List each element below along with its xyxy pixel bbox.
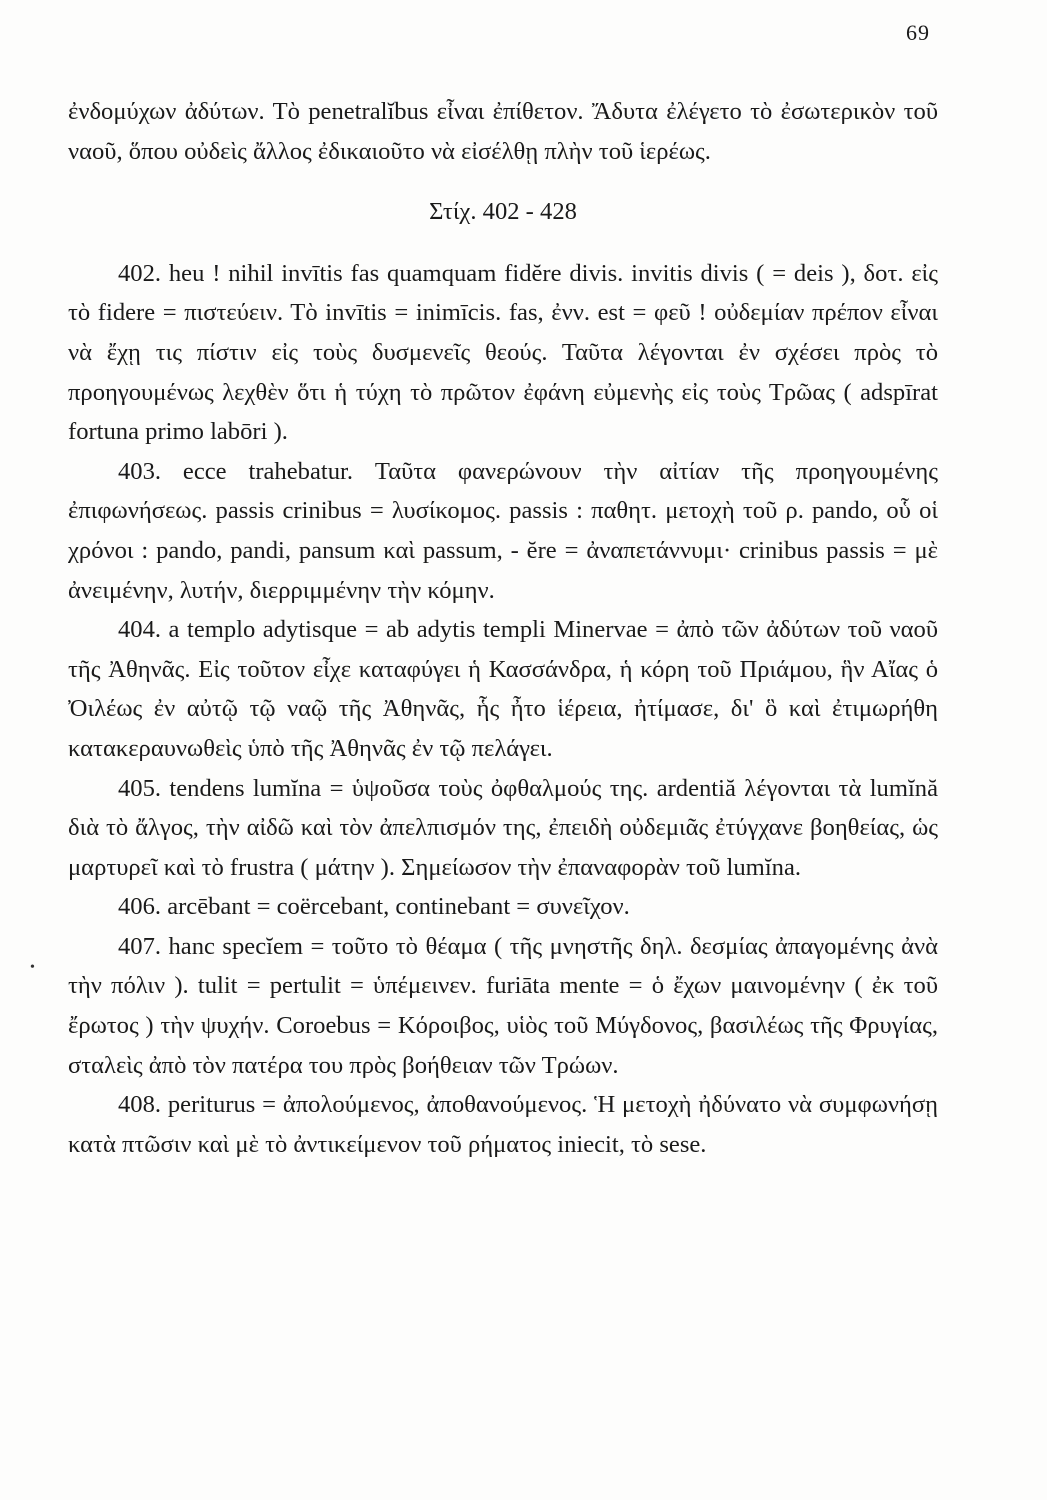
commentary-entry-404: 404. a templo adytisque = ab adytis templi Minervae = ἀπὸ τῶν ἀδύτων τοῦ ναοῦ τῆς Ἀθηνᾶς. Εἰς τοῦτον εἶχε καταφύγει ἡ Κασσάνδρα, ἡ κόρη τοῦ Πριάμου, ἣν Αἴας ὁ Ὀιλέως ἐν αὐτῷ τῷ ναῷ τῆς Ἀθηνᾶς, ἧς ἦτο ἱέρεια, ἠτίμασε, δι' ὃ καὶ ἐτιμωρήθη κατακεραυνωθεὶς ὑπὸ τῆς Ἀθηνᾶς ἐν τῷ πελάγει. bbox=[68, 616, 938, 762]
commentary-entry-403: 403. ecce trahebatur. Ταῦτα φανερώνουν τὴν αἰτίαν τῆς προηγουμένης ἐπιφωνήσεως. passis crinibus = λυσίκομος. passis : παθητ. μετοχὴ τοῦ ρ. pando, οὗ οἱ χρόνοι : pando, pandi, pansum καὶ passum, - ĕre = ἀναπετάννυμι· crinibus passis = μὲ ἀνειμένην, λυτήν, διερριμμένην τὴν κόμην. bbox=[68, 457, 938, 604]
commentary-text bbox=[68, 92, 938, 1164]
margin-mark: • bbox=[30, 960, 35, 975]
section-heading: Στίχ. 402 - 428 bbox=[429, 198, 577, 226]
commentary-entry-406: 406. arcēbant = coërcebant, continebant = συνεῖχον. bbox=[118, 893, 630, 921]
commentary-entry-408: 408. periturus = ἀπολούμενος, ἀποθανούμενος. Ἡ μετοχὴ ἠδύνατο νὰ συμφωνήσῃ κατὰ πτῶσιν καὶ μὲ τὸ ἀντικείμενον τοῦ ρήματος iniecit, τὸ sese. bbox=[68, 1091, 938, 1158]
page-number: 69 bbox=[906, 20, 930, 45]
commentary-entry-407: 407. hanc specĭem = τοῦτο τὸ θέαμα ( τῆς μνηστῆς δηλ. δεσμίας ἀπαγομένης ἀνὰ τὴν πόλιν ). tulit = pertulit = ὑπέμεινεν. furiāta mente = ὁ ἔχων μαινομένην ( ἐκ τοῦ ἔρωτος ) τὴν ψυχήν. Coroebus = Κόροιβος, υἱὸς τοῦ Μύγδονος, βασιλέως τῆς Φρυγίας, σταλεὶς ἀπὸ τὸν πατέρα του πρὸς βοήθειαν τῶν Τρώων. bbox=[68, 932, 938, 1079]
commentary-entry-402: 402. heu ! nihil invītis fas quamquam fidĕre divis. invitis divis ( = deis ), δοτ. εἰς τὸ fidere = πιστεύειν. Τὸ invītis = inimīcis. fas, ἐνν. est = φεῦ ! οὐδεμίαν πρέπον εἶναι νὰ ἔχῃ τις πίστιν εἰς τοὺς δυσμενεῖς θεούς. Ταῦτα λέγονται ἐν σχέσει πρὸς τὸ προηγουμένως λεχθὲν ὅτι ἡ τύχη τὸ πρῶτον ἐφάνη εὐμενὴς εἰς τοὺς Τρῶας ( adspīrat fortuna primo labōri ). bbox=[68, 259, 938, 446]
commentary-entry-405: 405. tendens lumĭna = ὑψοῦσα τοὺς ὀφθαλμούς της. ardentiă λέγονται τὰ lumĭnă διὰ τὸ ἄλγος, τὴν αἰδῶ καὶ τὸν ἀπελπισμόν της, ἐπειδὴ οὐδεμιᾶς ἐτύγχανε βοηθείας, ὡς μαρτυρεῖ καὶ τὸ frustra ( μάτην ). Σημείωσον τὴν ἐπαναφορὰν τοῦ lumĭna. bbox=[68, 774, 938, 881]
paragraph-continuation: ἐνδομύχων ἀδύτων. Τὸ penetralĭbus εἶναι ἐπίθετον. Ἄδυτα ἐλέγετο τὸ ἐσωτερικὸν τοῦ ναοῦ, ὅπου οὐδεὶς ἄλλος ἐδικαιοῦτο νὰ εἰσέλθῃ πλὴν τοῦ ἱερέως. bbox=[68, 98, 938, 165]
